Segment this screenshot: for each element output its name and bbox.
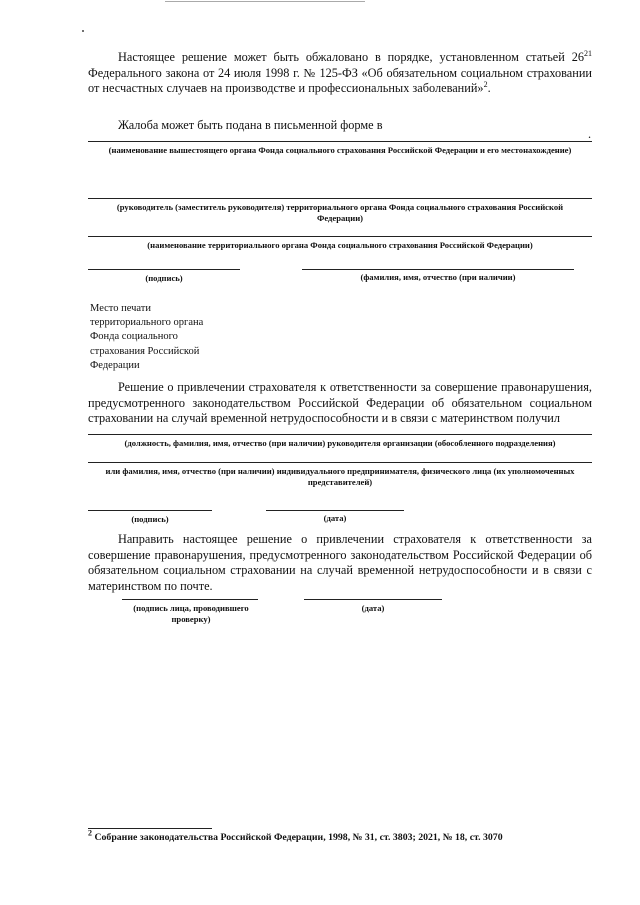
caption-higher-body: (наименование вышестоящего органа Фонда социального страхования Российской Федерации и его местонахождение) [108,145,572,155]
stamp-line: Фонда социального [90,331,178,343]
signature-line [88,269,240,270]
footnote-mark: 2 [88,828,92,838]
higher-body-line [88,141,592,142]
sent-by-mail-paragraph: Направить настоящее решение о привлечении страхователя к ответственности за совершение правонарушения, предусмотренного законодательством Российской Федерации об обязательном социальном страховании на случай временной нетрудоспособности и в связи с материнством по почте. [88,532,592,593]
caption-or-individual: или фамилия, имя, отчество (при наличии) индивидуального предпринимателя, физического лица (их уполномоченных представителей) [105,466,575,487]
footnote [88,828,592,844]
stamp-place [90,302,290,373]
decision-received-paragraph: Решение о привлечении страхователя к ответственности за совершение правонарушения, предусмотренного законодательством Российской Федерации об обязательном социальном страховании на случай временной нетрудоспособности и в связи с материнством получил [88,380,592,425]
complaint-tail: . [588,127,592,141]
caption-signature2: (подпись) [131,514,169,524]
complaint-line: Жалоба может быть подана в письменной форме в [118,118,383,132]
stamp-line: Федерации [90,359,140,371]
stamp-line: территориального органа [90,317,204,329]
inspector-signature-line [122,599,258,600]
caption-inspector-signature: (подпись лица, проводившего проверку) [133,603,249,624]
full-name-line [302,269,574,270]
caption-position-name: (должность, фамилия, имя, отчество (при наличии) руководителя организации (обособленного подразделения) [124,438,556,448]
stamp-line: страхования Российской [90,345,200,357]
appeal-superscript: 21 [584,48,592,58]
appeal-text: Настоящее решение может быть обжаловано в порядке, установленном статьей 26 [118,50,584,64]
signature2-line [88,510,212,511]
appeal-end: . [487,81,491,95]
caption-head: (руководитель (заместитель руководителя) территориального органа Фонда социального страхования Российской Федерации) [116,202,564,223]
footnote-reference: 2 [483,79,488,89]
date-line [266,510,404,511]
stamp-line: Место печати [90,303,152,314]
head-line [88,198,592,199]
territorial-body-line [88,236,592,237]
position-name-line [88,434,592,435]
caption-date2: (дата) [361,603,385,613]
caption-territorial-body: (наименование территориального органа Фонда социального страхования Российской Федерации) [147,240,533,250]
caption-signature: (подпись) [145,273,183,283]
scan-speck [82,30,84,32]
individual-line [88,462,592,463]
scan-edge-line [165,1,365,2]
caption-date: (дата) [323,513,347,523]
caption-full-name: (фамилия, имя, отчество (при наличии) [360,272,516,282]
appeal-text-cont: Федерального закона от 24 июля 1998 г. № 125-ФЗ «Об обязательном социальном страховании от несчастных случаев на производстве и профессиональных заболеваний» [88,65,592,95]
footnote-text: Собрание законодательства Российской Федерации, 1998, № 31, ст. 3803; 2021, № 18, ст. 3070 [92,832,503,843]
date2-line [304,599,442,600]
appeal-paragraph [88,50,592,97]
footnote-separator [88,828,212,829]
